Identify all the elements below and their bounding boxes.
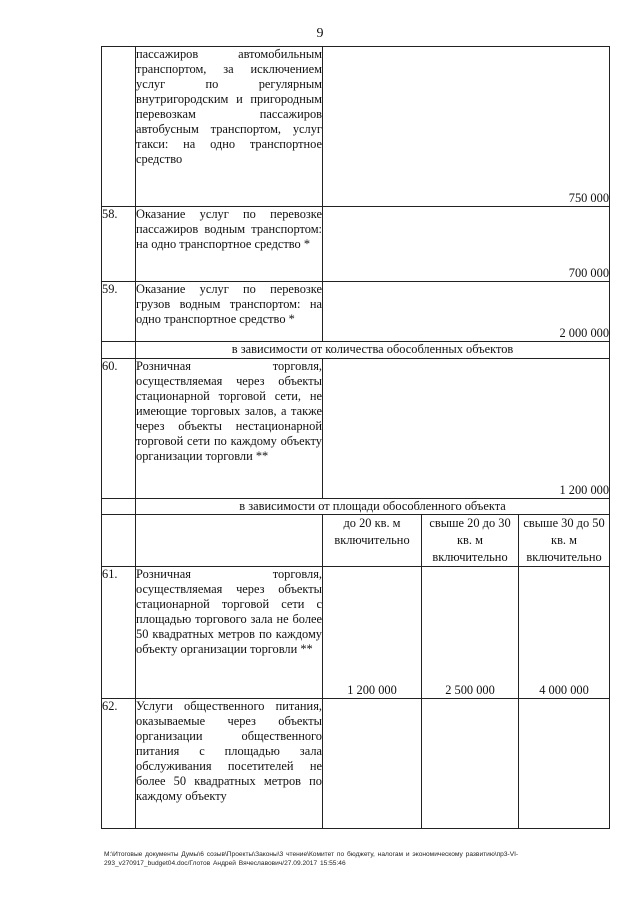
row-number: 58. [102, 207, 136, 282]
area-header: свыше 20 до 30 кв. м включительно [422, 515, 519, 567]
area-header-row [102, 515, 610, 567]
area-header: свыше 30 до 50 кв. м включительно [519, 515, 610, 567]
row-number: 62. [102, 699, 136, 829]
section-heading-count: в зависимости от количества обособленных объектов [136, 342, 610, 359]
table-row [102, 699, 610, 829]
row-amount: 4 000 000 [519, 567, 610, 699]
section-heading-area: в зависимости от площади обособленного объекта [136, 499, 610, 515]
row-amount: 1 200 000 [323, 359, 610, 499]
row-number: 60. [102, 359, 136, 499]
table-row [102, 47, 610, 207]
section-row [102, 342, 610, 359]
row-description: пассажиров автомобильным транспортом, за исключением услуг по регулярным внутригородским и пригородным перевозкам пассажиров автобусным транспортом, услуг такси: на одно транспортное средство [136, 47, 323, 207]
table-row [102, 282, 610, 342]
row-amount: 700 000 [323, 207, 610, 282]
row-number: 61. [102, 567, 136, 699]
section-row [102, 499, 610, 515]
row-amount: 1 200 000 [323, 567, 422, 699]
footer-line: М:\Итоговые документы Думы\6 созыв\Проекты\Законы\3 чтение\Комитет по бюджету, налогам и экономическому развитию\пр3-VI- [104, 851, 519, 858]
row-description: Услуги общественного питания, оказываемые через объекты организации общественного питания с площадью зала обслуживания посетителей не более 50 квадратных метров по каждому объекту [136, 699, 323, 829]
row-number: 59. [102, 282, 136, 342]
row-number [102, 47, 136, 207]
row-amount: 750 000 [323, 47, 610, 207]
row-description: Розничная торговля, осуществляемая через объекты стационарной торговой сети с площадью торгового зала не более 50 квадратных метров по каждому объекту организации торговли ** [136, 567, 323, 699]
tax-rates-table [101, 46, 610, 829]
row-description: Оказание услуг по перевозке пассажиров водным транспортом: на одно транспортное средство * [136, 207, 323, 282]
footer-line: 293_v270917_budget04.doc/Глотов Андрей Вячеславович/27.09.2017 15:55:46 [104, 860, 346, 867]
area-header: до 20 кв. м включительно [323, 515, 422, 567]
row-description: Розничная торговля, осуществляемая через объекты стационарной торговой сети, не имеющие торговых залов, а также через объекты нестационарной торговой сети по каждому объекту организации торговли ** [136, 359, 323, 499]
table-row [102, 207, 610, 282]
row-description: Оказание услуг по перевозке грузов водным транспортом: на одно транспортное средство * [136, 282, 323, 342]
table-row [102, 359, 610, 499]
file-path-footer [104, 850, 614, 868]
row-amount: 2 000 000 [323, 282, 610, 342]
table-row [102, 567, 610, 699]
row-amount: 2 500 000 [422, 567, 519, 699]
page-number: 9 [316, 26, 324, 41]
